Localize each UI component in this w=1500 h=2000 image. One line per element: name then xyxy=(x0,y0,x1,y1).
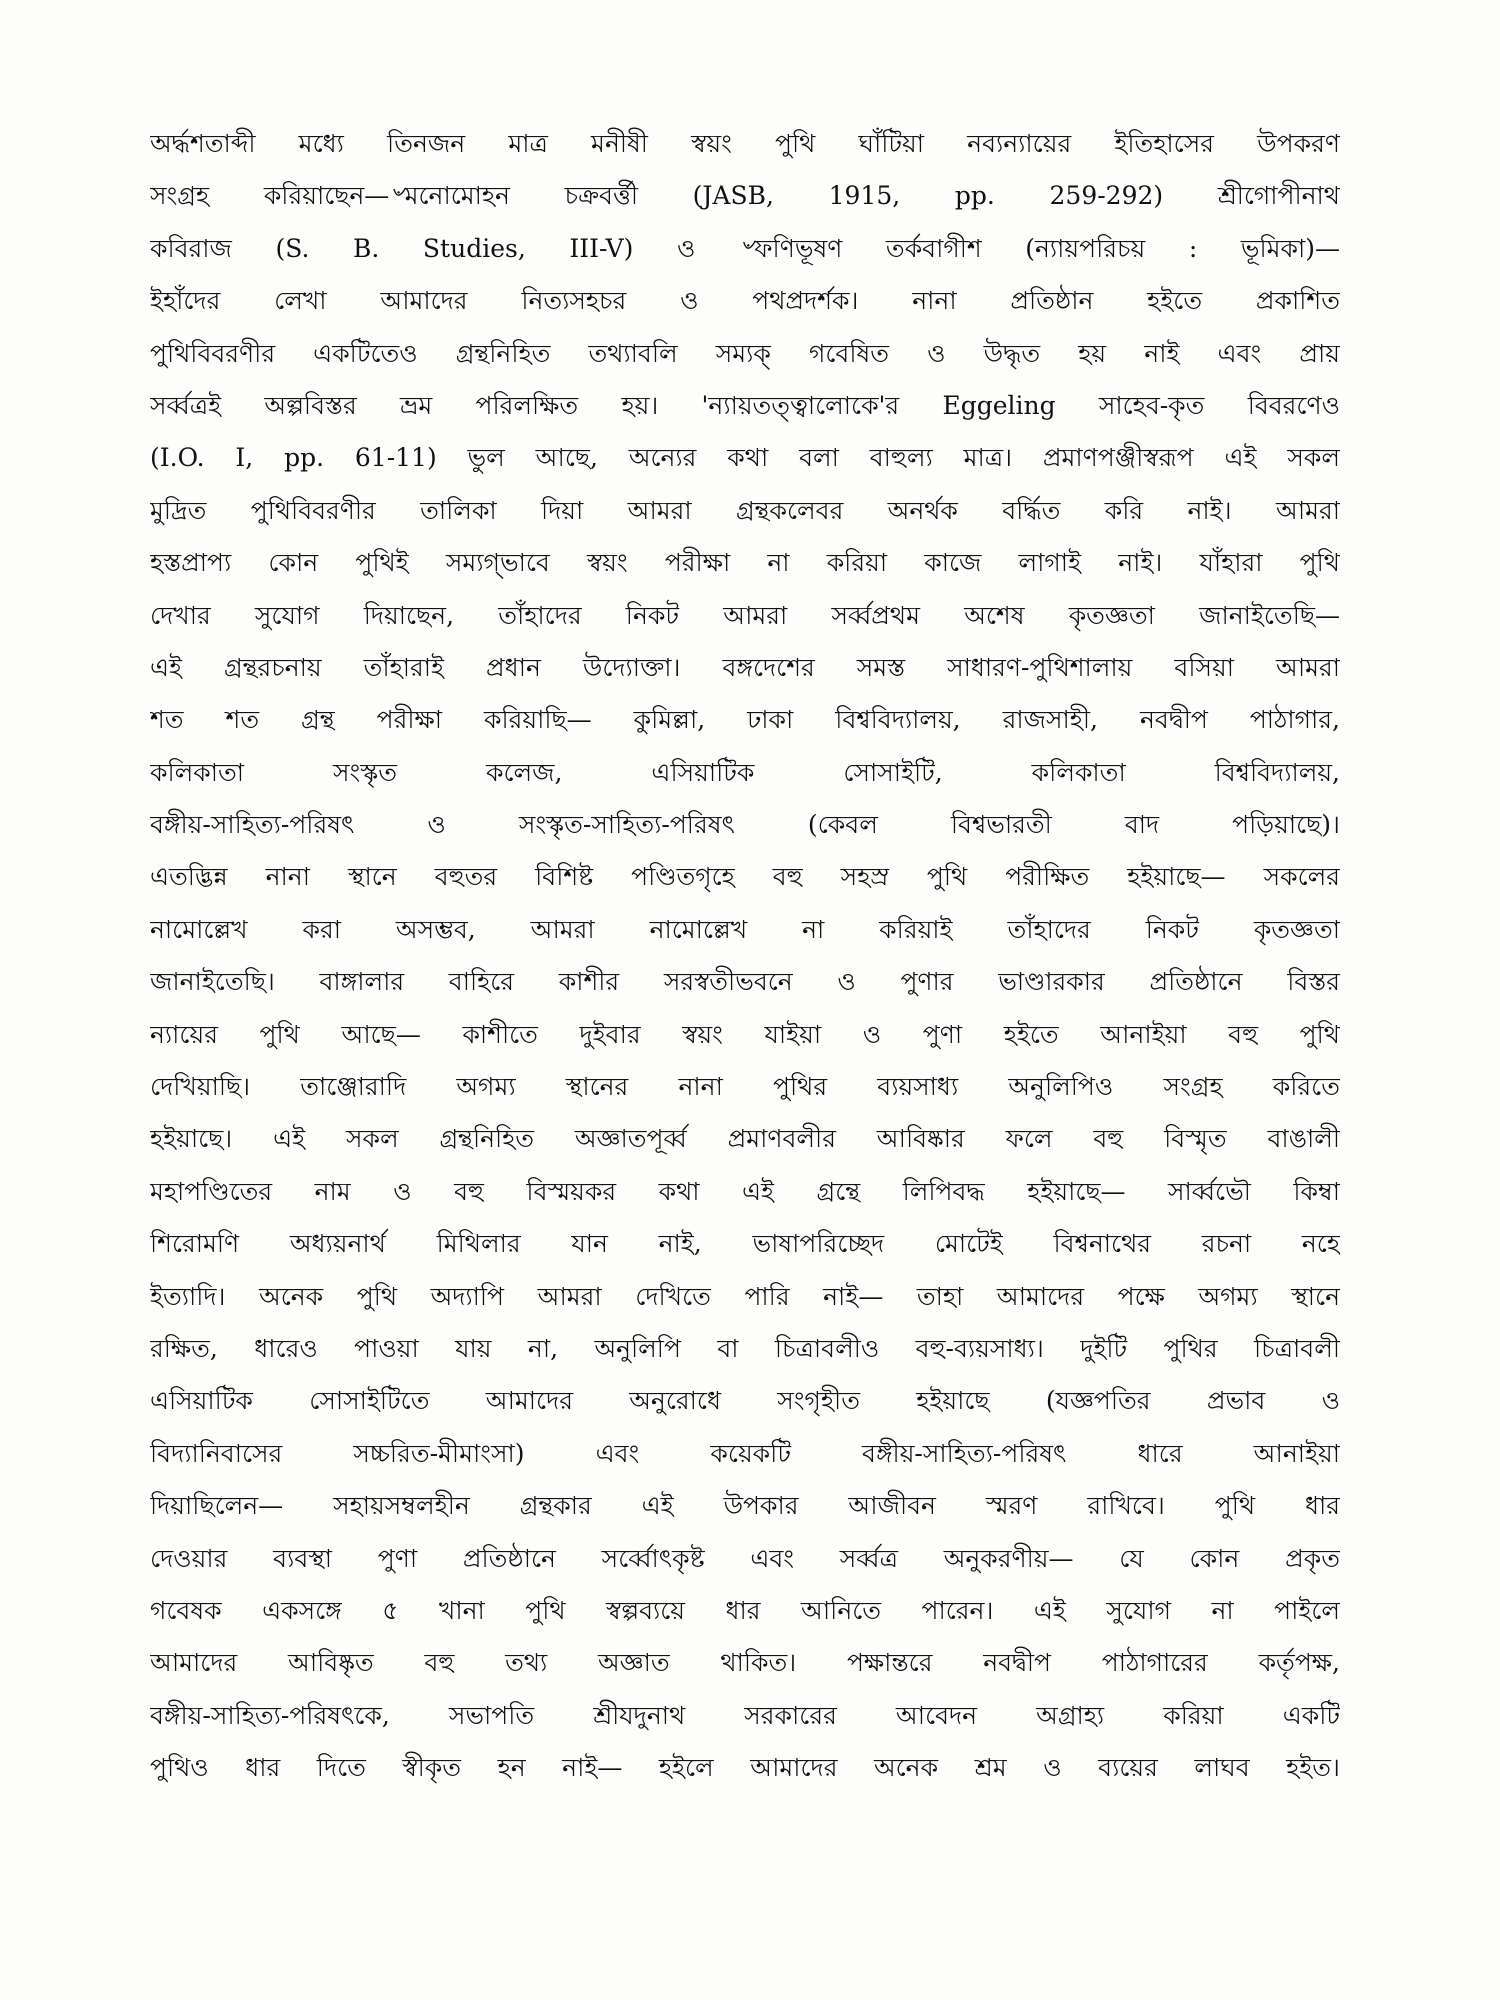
text-line: কবিরাজ (S. B. Studies, III-V) ও ৺ফণিভূষণ তর্কবাগীশ (ন্যায়পরিচয় : ভূমিকা)— xyxy=(150,233,1340,263)
text-line: দেখিয়াছি। তাঞ্জোরাদি অগম্য স্থানের নানা পুথির ব্যয়সাধ্য অনুলিপিও সংগ্রহ করিতে xyxy=(150,1072,1340,1102)
text-line: শিরোমণি অধ্যয়নার্থ মিথিলার যান নাই, ভাষাপরিচ্ছেদ মোটেই বিশ্বনাথের রচনা নহে xyxy=(150,1229,1340,1259)
text-line: রক্ষিত, ধারেও পাওয়া যায় না, অনুলিপি বা চিত্রাবলীও বহু-ব্যয়সাধ্য। দুইটি পুথির চিত্রাবলী xyxy=(150,1333,1340,1363)
text-line: কলিকাতা সংস্কৃত কলেজ, এসিয়াটিক সোসাইটি, কলিকাতা বিশ্ববিদ্যালয়, xyxy=(150,757,1340,787)
text-line: ইত্যাদি। অনেক পুথি অদ্যাপি আমরা দেখিতে পারি নাই— তাহা আমাদের পক্ষে অগম্য স্থানে xyxy=(150,1281,1340,1311)
text-line: হস্তপ্রাপ্য কোন পুথিই সম্যগ্‌ভাবে স্বয়ং পরীক্ষা না করিয়া কাজে লাগাই নাই। যাঁহারা পুথি xyxy=(150,548,1340,578)
text-line: বঙ্গীয়-সাহিত্য-পরিষৎকে, সভাপতি শ্রীযদুনাথ সরকারের আবেদন অগ্রাহ্য করিয়া একটি xyxy=(150,1700,1340,1730)
text-line: দেখার সুযোগ দিয়াছেন, তাঁহাদের নিকট আমরা সর্ব্বপ্রথম অশেষ কৃতজ্ঞতা জানাইতেছি— xyxy=(150,600,1340,630)
text-line: গবেষক একসঙ্গে ৫ খানা পুথি স্বল্পব্যয়ে ধার আনিতে পারেন। এই সুযোগ না পাইলে xyxy=(150,1595,1340,1625)
text-line: বঙ্গীয়-সাহিত্য-পরিষৎ ও সংস্কৃত-সাহিত্য-পরিষৎ (কেবল বিশ্বভারতী বাদ পড়িয়াছে)। xyxy=(150,810,1340,840)
text-line: দেওয়ার ব্যবস্থা পুণা প্রতিষ্ঠানে সর্ব্বোৎকৃষ্ট এবং সর্ব্বত্র অনুকরণীয়— যে কোন প্রকৃত xyxy=(150,1543,1340,1573)
text-line: ন্যায়ের পুথি আছে— কাশীতে দুইবার স্বয়ং যাইয়া ও পুণা হইতে আনাইয়া বহু পুথি xyxy=(150,1019,1340,1049)
text-line: বিদ্যানিবাসের সচ্চরিত-মীমাংসা) এবং কয়েকটি বঙ্গীয়-সাহিত্য-পরিষৎ ধারে আনাইয়া xyxy=(150,1438,1340,1468)
text-line: জানাইতেছি। বাঙ্গালার বাহিরে কাশীর সরস্বতীভবনে ও পুণার ভাণ্ডারকার প্রতিষ্ঠানে বিস্তর xyxy=(150,967,1340,997)
text-line: শত শত গ্রন্থ পরীক্ষা করিয়াছি— কুমিল্লা, ঢাকা বিশ্ববিদ্যালয়, রাজসাহী, নবদ্বীপ পাঠাগার, xyxy=(150,705,1340,735)
text-line: এই গ্রন্থরচনায় তাঁহারাই প্রধান উদ্যোক্তা। বঙ্গদেশের সমস্ত সাধারণ-পুথিশালায় বসিয়া আমরা xyxy=(150,652,1340,682)
text-line: নামোল্লেখ করা অসম্ভব, আমরা নামোল্লেখ না করিয়াই তাঁহাদের নিকট কৃতজ্ঞতা xyxy=(150,914,1340,944)
text-line: এসিয়াটিক সোসাইটিতে আমাদের অনুরোধে সংগৃহীত হইয়াছে (যজ্ঞপতির প্রভাব ও xyxy=(150,1386,1340,1416)
text-line: (I.O. I, pp. 61-11) ভুল আছে, অন্যের কথা বলা বাহুল্য মাত্র। প্রমাণপঞ্জীস্বরূপ এই সকল xyxy=(150,443,1340,473)
text-line: অর্দ্ধশতাব্দী মধ্যে তিনজন মাত্র মনীষী স্বয়ং পুথি ঘাঁটিয়া নব্যন্যায়ের ইতিহাসের উপকরণ xyxy=(150,129,1340,158)
text-line: মহাপণ্ডিতের নাম ও বহু বিস্ময়কর কথা এই গ্রন্থে লিপিবদ্ধ হইয়াছে— সার্ব্বভৌ কিম্বা xyxy=(150,1176,1340,1206)
text-line: মুদ্রিত পুথিবিবরণীর তালিকা দিয়া আমরা গ্রন্থকলেবর অনর্থক বর্দ্ধিত করি নাই। আমরা xyxy=(150,495,1340,525)
text-line: পুথিবিবরণীর একটিতেও গ্রন্থনিহিত তথ্যাবলি সম্যক্ গবেষিত ও উদ্ধৃত হয় নাই এবং প্রায় xyxy=(150,338,1340,368)
text-line: সংগ্রহ করিয়াছেন—৺মনোমোহন চক্রবর্ত্তী (JASB, 1915, pp. 259-292) শ্রীগোপীনাথ xyxy=(150,181,1340,211)
text-line: পুথিও ধার দিতে স্বীকৃত হন নাই— হইলে আমাদের অনেক শ্রম ও ব্যয়ের লাঘব হইত। xyxy=(150,1753,1340,1783)
text-line: আমাদের আবিষ্কৃত বহু তথ্য অজ্ঞাত থাকিত। পক্ষান্তরে নবদ্বীপ পাঠাগারের কর্তৃপক্ষ, xyxy=(150,1648,1340,1678)
text-line: সর্ব্বত্রই অল্পবিস্তর ভ্রম পরিলক্ষিত হয়। 'ন্যায়তত্ত্বালোকে'র Eggeling সাহেব-কৃত বিবরণেও xyxy=(150,390,1340,420)
text-line: এতদ্ভিন্ন নানা স্থানে বহুতর বিশিষ্ট পণ্ডিতগৃহে বহু সহস্র পুথি পরীক্ষিত হইয়াছে— সকলের xyxy=(150,862,1340,892)
text-line: ইহাঁদের লেখা আমাদের নিত্যসহচর ও পথপ্রদর্শক। নানা প্রতিষ্ঠান হইতে প্রকাশিত xyxy=(150,286,1340,316)
body-text xyxy=(150,118,1340,1795)
text-line: দিয়াছিলেন— সহায়সম্বলহীন গ্রন্থকার এই উপকার আজীবন স্মরণ রাখিবে। পুথি ধার xyxy=(150,1491,1340,1521)
text-line: হইয়াছে। এই সকল গ্রন্থনিহিত অজ্ঞাতপূর্ব্ব প্রমাণবলীর আবিষ্কার ফলে বহু বিস্মৃত বাঙালী xyxy=(150,1124,1340,1154)
